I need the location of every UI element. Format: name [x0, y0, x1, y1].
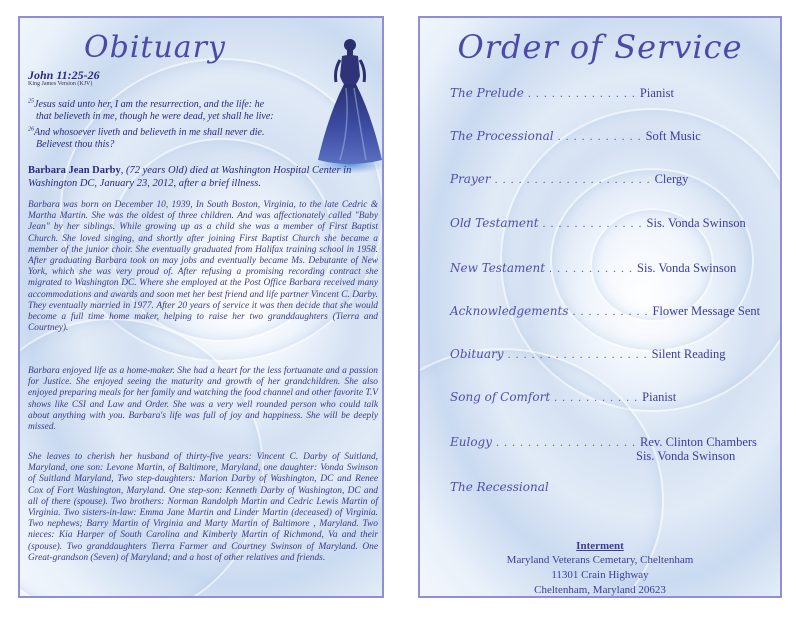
service-item-dots: . . . . . . . . . . — [568, 304, 653, 318]
service-item-label: Song of Comfort — [450, 390, 551, 404]
interment-cemetery: Maryland Veterans Cemetary, Cheltenham — [506, 554, 694, 566]
service-item-prelude — [450, 86, 780, 101]
service-item-dots: . . . . . . . . . . . . . — [538, 216, 647, 230]
verse-25-line-1: Jesus said unto her, I am the resurrection, and the life: he — [34, 99, 265, 111]
service-item-value: Sis. Vonda Swinson — [637, 261, 737, 275]
service-item-dots: . . . . . . . . . . . . . . . . . . — [492, 435, 641, 449]
service-item-eulogy — [450, 435, 780, 463]
service-item-processional — [450, 129, 780, 144]
verse-26-line-1: And whosoever liveth and believeth in me shall never die. — [34, 126, 265, 138]
service-item-value: Silent Reading — [651, 347, 726, 361]
service-item-obituary — [450, 347, 780, 362]
service-item-acknowledgements — [450, 304, 780, 319]
verse-number: 25 — [28, 99, 34, 105]
deceased-name: Barbara Jean Darby — [28, 165, 121, 176]
service-item-dots: . . . . . . . . . . . . . . — [523, 86, 640, 100]
service-item-prayer — [450, 172, 780, 187]
scripture-reference: John 11:25-26 — [28, 68, 100, 82]
service-item-label: Old Testament — [450, 216, 539, 230]
interment-heading: Interment — [576, 540, 624, 552]
obituary-intro — [28, 164, 378, 190]
obituary-paragraph-1: Barbara was born on December 10, 1939, In South Boston, Virginia, to the late Cedric & Martha Martin. She was the oldest of three children. And was affectionately called "Baby Jean" by her siblings. While growing up as a child she was a member of First Baptist Church. She loved singing, and shortly after joining First Baptist Church she became a member of the junior choir. She eventually graduated from Halifax training school in 1958. After graduating Barbara took on may jobs and eventually became Ms. Debutante of New York, which she was very proud of. After refusing a promising recording contract she migrated to Washington DC. Where she employed at the Post Office Barbara received many accommodations and awards and soon met her best friend and life partner Vincent C. Darby. They eventually married in 1977. After 20 years of service it was then decide that she would become a full time home maker, helping to raise her two granddaughters (Tierra and Courtney). — [28, 200, 378, 334]
woman-in-gown-silhouette-icon — [310, 36, 384, 176]
service-item-label: Obituary — [450, 347, 504, 361]
service-item-label: The Recessional — [450, 480, 549, 494]
verse-26-line-2: Believest thou this? — [36, 138, 115, 150]
service-item-label: The Prelude — [450, 86, 524, 100]
order-of-service-title: Order of Service — [457, 28, 743, 66]
service-item-recessional — [450, 480, 780, 495]
intro-text: , (72 years Old) died at Washington Hospital Center in Washington DC, January 23, 2012, after a brief illness. — [28, 165, 352, 189]
service-item-dots: . . . . . . . . . . . — [545, 261, 638, 275]
obituary-paragraph-3: She leaves to cherish her husband of thirty-five years: Vincent C. Darby of Suitland, Maryland, one son: Levone Martin, of Baltimore, Maryland, one daughter: Vonda Swinson of Suitland Maryland, Two step-daughters: Marion Darby of Washington, DC and Renee Cox of Fort Washington, Maryland. One step-son: Kenneth Darby of Washington, DC and all of there (spouse). Two brothers: Norman Randolph Martin and Cedric Lewis Martin of Virginia. Two sisters-in-law: Emma Jane Martin and Linder Martin (deceased) of Virginia. Two nephews; Barry Martin of Virginia and Marty Martin of Baltimore , Maryland. Two nieces: Kia Harper of South Carolina and Kimberly Martin of Richmond, Va and their (spouse). Two granddaughters Tierra Farmer and Courtney Swinson of Maryland. One Great-grandson (Seven) of Maryland; and a host of other relatives and friends. — [28, 452, 378, 563]
interment-city: Cheltenham, Maryland 20623 — [534, 584, 666, 596]
obituary-panel — [18, 16, 384, 598]
verse-number: 26 — [28, 126, 34, 133]
service-item-dots: . . . . . . . . . . . — [553, 129, 646, 143]
service-item-label: The Processional — [450, 129, 554, 143]
service-item-label: Prayer — [450, 172, 491, 186]
interment-street: 11301 Crain Highway — [551, 569, 649, 581]
service-item-label: New Testament — [450, 261, 546, 275]
service-item-song-of-comfort — [450, 390, 780, 405]
verse-25-line-2: that believeth in me, though he were dead, yet shall he live: — [36, 111, 274, 123]
service-item-new-testament — [450, 261, 780, 276]
service-item-value: Clergy — [654, 172, 689, 186]
service-item-value: Rev. Clinton Chambers — [640, 435, 757, 449]
service-item-value: Flower Message Sent — [652, 304, 761, 318]
service-item-label: Acknowledgements — [450, 304, 569, 318]
service-item-dots: . . . . . . . . . . . . . . . . . . . . — [490, 172, 655, 186]
scripture-text — [28, 96, 308, 151]
service-item-old-testament — [450, 216, 780, 231]
service-item-dots: . . . . . . . . . . . — [550, 390, 643, 404]
obituary-title: Obituary — [84, 30, 226, 65]
service-item-value: Pianist — [639, 86, 674, 100]
order-of-service-panel — [418, 16, 782, 598]
obituary-paragraph-2: Barbara enjoyed life as a home-maker. She had a heart for the less fortuanate and a passion for Justice. She enjoyed seeing the maturity and growth of her grandchildren. She also enjoyed preparing meals for her family and watching the food channel and other favorite T.V shows like CSI and Law and Order. She was a very well rounded person who could talk about anything with you. Barbara's life was full of joy and happiness. She will be deeply missed. — [28, 366, 378, 433]
service-item-label: Eulogy — [450, 435, 493, 449]
service-item-value: Sis. Vonda Swinson — [646, 216, 746, 230]
service-item-dots: . . . . . . . . . . . . . . . . . . — [503, 347, 652, 361]
scripture-version: King James Version (KJV) — [28, 81, 93, 87]
service-item-value-second: Sis. Vonda Swinson — [636, 449, 736, 463]
service-item-value: Soft Music — [645, 129, 701, 143]
service-item-value: Pianist — [642, 390, 677, 404]
